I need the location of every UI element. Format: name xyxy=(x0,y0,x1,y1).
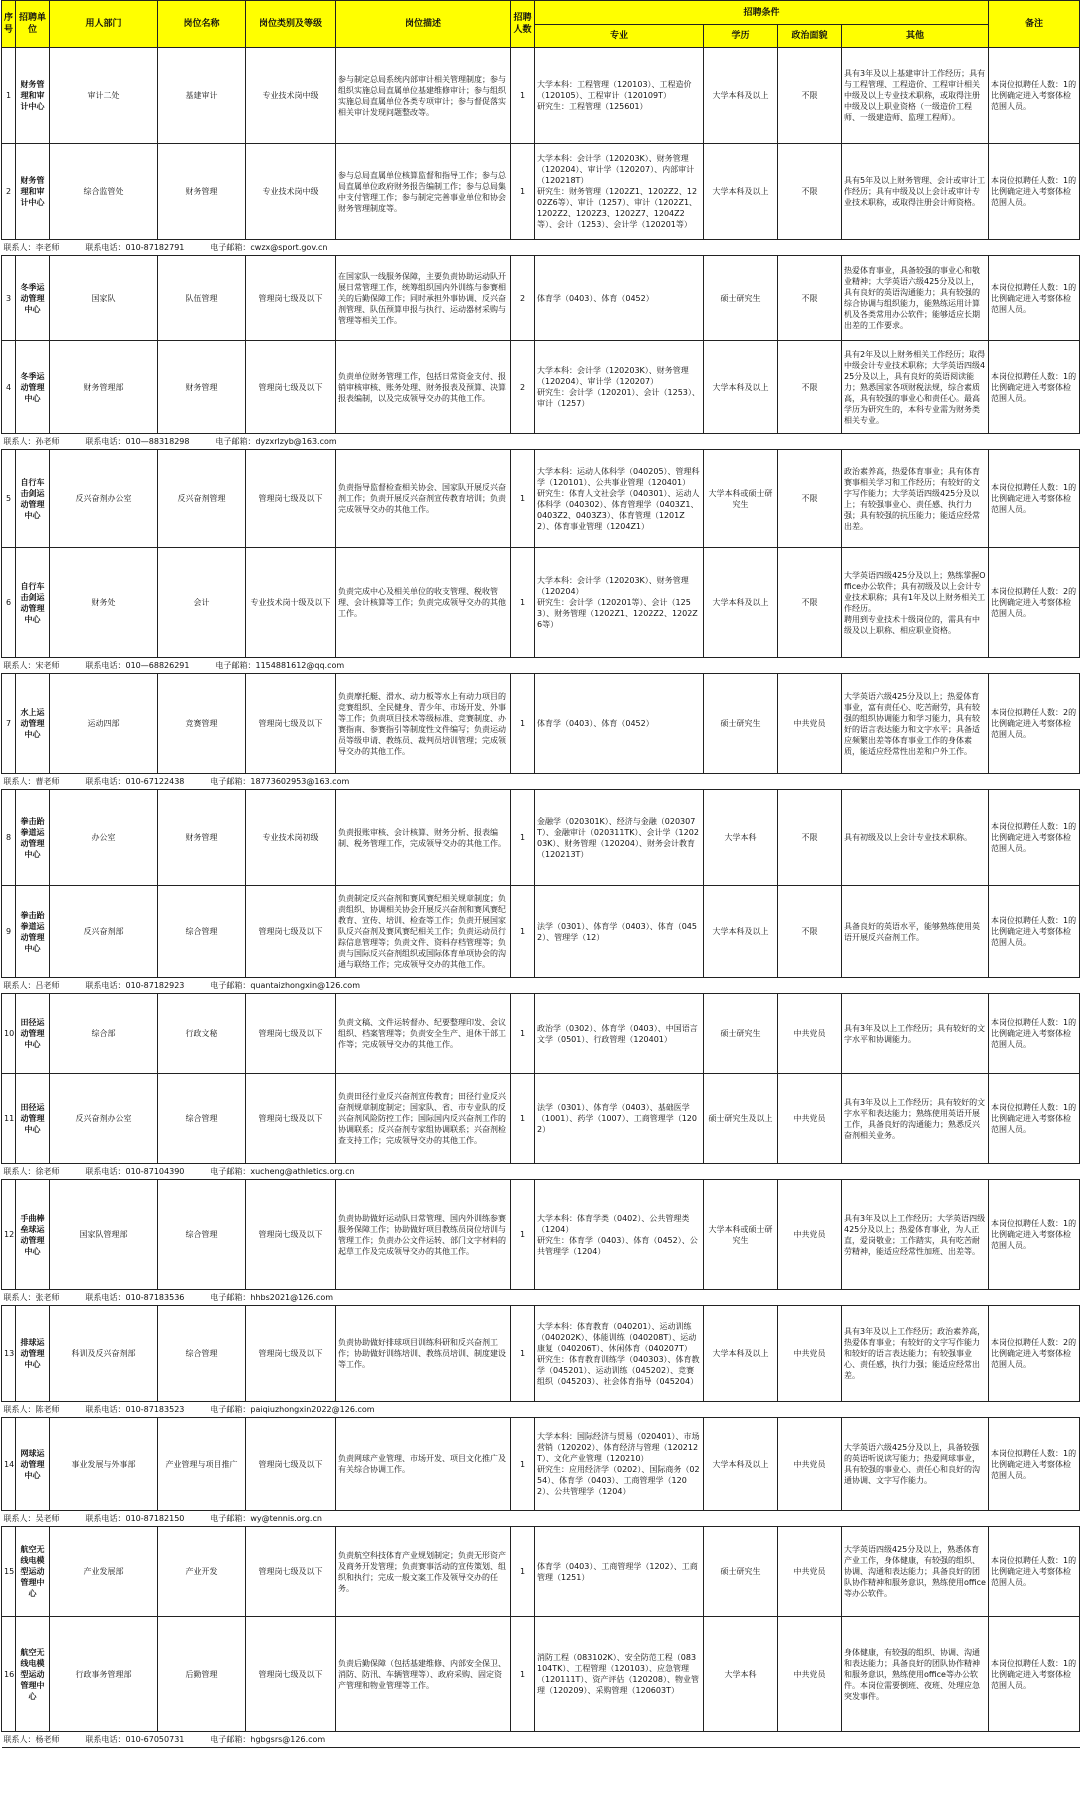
header-education: 学历 xyxy=(704,25,778,48)
department-cell: 反兴奋剂办公室 xyxy=(50,1074,158,1164)
table-header xyxy=(2,1,1080,48)
contact-phone: 联系电话：010-87182791 xyxy=(85,243,185,252)
count-cell: 1 xyxy=(511,886,535,978)
unit-cell: 自行车击剑运动管理中心 xyxy=(16,548,50,658)
description-cell: 负责完成中心及相关单位的收支管理、税收管理、会计核算等工作；负责完成领导交办的其他工作。 xyxy=(336,548,511,658)
education-cell: 大学本科 xyxy=(704,790,778,886)
description-cell: 参与总局直属单位核算监督和指导工作；参与总局直属单位政府财务报告编制工作；参与总局集中支付管理工作；参与制定完善事业单位和协会财务管理制度等。 xyxy=(336,144,511,240)
category-cell: 管理岗七级及以下 xyxy=(246,1074,336,1164)
unit-cell: 拳击跆拳道运动管理中心 xyxy=(16,790,50,886)
remark-cell: 本岗位拟聘任人数：1的比例确定进入考察体检范围人员。 xyxy=(989,144,1080,240)
remark-cell: 本岗位拟聘任人数：1的比例确定进入考察体检范围人员。 xyxy=(989,1617,1080,1732)
contact-phone: 联系电话：010-87183536 xyxy=(85,1293,185,1302)
count-cell: 1 xyxy=(511,1418,535,1511)
politics-cell: 中共党员 xyxy=(778,1180,842,1290)
education-cell: 大学本科及以上 xyxy=(704,886,778,978)
table-row xyxy=(2,1074,1080,1164)
major-cell: 大学本科：工程管理（120103）、工程造价（120105）、工程审计（120109T） 研究生：工程管理（125601） xyxy=(535,48,704,144)
table-row xyxy=(2,1617,1080,1732)
remark-cell: 本岗位拟聘任人数：1的比例确定进入考察体检范围人员。 xyxy=(989,994,1080,1074)
major-cell: 大学本科：会计学（120203K）、财务管理（120204）、审计学（120207）、内部审计（120218T） 研究生：财务管理（1202Z1、1202Z2、1202Z6等）、审计（1257）、审计（1202Z1、1202Z2、1202Z3、1202Z7、1204Z2等）、会计（1253）、会计学（120201等） xyxy=(535,144,704,240)
position-cell: 后勤管理 xyxy=(158,1617,246,1732)
major-cell: 大学本科：国际经济与贸易（020401）、市场营销（120202）、体育经济与管理（120212T）、文化产业管理（120210） 研究生：应用经济学（0202）、国际商务（0254）、体育学（0403）、工商管理学（1202）、公共管理学（1204） xyxy=(535,1418,704,1511)
category-cell: 管理岗七级及以下 xyxy=(246,1527,336,1617)
position-cell: 行政文秘 xyxy=(158,994,246,1074)
education-cell: 大学本科或硕士研究生 xyxy=(704,450,778,548)
unit-cell: 冬季运动管理中心 xyxy=(16,256,50,341)
count-cell: 1 xyxy=(511,790,535,886)
position-cell: 队伍管理 xyxy=(158,256,246,341)
description-cell: 负责文稿、文件运转督办、纪要整理印发、会议组织、档案管理等；负责安全生产、退休干部工作等；完成领导交办的其他工作。 xyxy=(336,994,511,1074)
contact-email: 电子邮箱：hgbgsrs@126.com xyxy=(210,1735,326,1744)
politics-cell: 中共党员 xyxy=(778,1418,842,1511)
contact-person: 联系人：吴老师 xyxy=(3,1514,60,1523)
contact-person: 联系人：李老师 xyxy=(3,243,60,252)
table-row xyxy=(2,674,1080,774)
contact-phone: 联系电话：010—68826291 xyxy=(85,661,190,670)
description-cell: 负责单位财务管理工作，包括日常资金支付、报销审核审核、账务处理、财务报表及预算、决算报表编制，以及完成领导交办的其他工作。 xyxy=(336,341,511,434)
seq-cell: 5 xyxy=(2,450,16,548)
remark-cell: 本岗位拟聘任人数：1的比例确定进入考察体检范围人员。 xyxy=(989,450,1080,548)
major-cell: 大学本科：运动人体科学（040205）、管理科学（120101）、公共事业管理（120401） 研究生：体育人文社会学（040301）、运动人体科学（040302）、体育管理学（0403Z1、0403Z2、0403Z3）、体育管理（1201Z2）、体育事业管理（1204Z1） xyxy=(535,450,704,548)
remark-cell: 本岗位拟聘任人数：1的比例确定进入考察体检范围人员。 xyxy=(989,256,1080,341)
description-cell: 负责协助做好运动队日常管理、国内外训练参赛服务保障工作；协助做好项目教练员岗位培训与管理工作；负责办公文件运转、部门文字材料的起草工作及完成领导交办的其他工作。 xyxy=(336,1180,511,1290)
other-requirements-cell: 具备良好的英语水平，能够熟练使用英语开展反兴奋剂工作。 xyxy=(842,886,989,978)
major-cell: 法学（0301）、体育学（0403）、基础医学（1001）、药学（1007）、工商管理学（1202） xyxy=(535,1074,704,1164)
header-politics: 政治面貌 xyxy=(778,25,842,48)
description-cell: 负责报账审核、会计核算、财务分析、报表编制、税务管理工作，完成领导交办的其他工作。 xyxy=(336,790,511,886)
major-cell: 大学本科：体育学类（0402）、公共管理类（1204） 研究生：体育学（0403）、体育（0452）、公共管理学（1204） xyxy=(535,1180,704,1290)
contact-person: 联系人：孙老师 xyxy=(3,437,60,446)
major-cell: 消防工程（083102K）、安全防范工程（083104TK）、工程管理（120103）、应急管理（120111T）、资产评估（120208）、物业管理（120209）、采购管理（120603T） xyxy=(535,1617,704,1732)
unit-cell: 田径运动管理中心 xyxy=(16,1074,50,1164)
seq-cell: 7 xyxy=(2,674,16,774)
other-requirements-cell: 具有3年及以上工作经历；大学英语四级425分及以上；热爱体育事业，为人正直，爱岗敬业；工作踏实，具有吃苦耐劳精神，能适应经常性加班、出差等。 xyxy=(842,1180,989,1290)
contact-email: 电子邮箱：xucheng@athletics.org.cn xyxy=(210,1167,355,1176)
description-cell: 在国家队一线服务保障，主要负责协助运动队开展日常管理工作，统筹组织国内外训练与参赛相关的后勤保障工作；同时承担外事协调、反兴奋剂管理、队伍预算申报与执行、运动器材采购与管理等相关工作。 xyxy=(336,256,511,341)
table-row xyxy=(2,1527,1080,1617)
contact-email: 电子邮箱：paiqiuzhongxin2022@126.com xyxy=(210,1405,375,1414)
header-remark: 备注 xyxy=(989,1,1080,48)
position-cell: 会计 xyxy=(158,548,246,658)
contact-phone: 联系电话：010-67122438 xyxy=(85,777,185,786)
count-cell: 2 xyxy=(511,256,535,341)
contact-row xyxy=(2,1511,1080,1527)
major-cell: 体育学（0403）、工商管理学（1202）、工商管理（1251） xyxy=(535,1527,704,1617)
category-cell: 管理岗七级及以下 xyxy=(246,1617,336,1732)
other-requirements-cell: 具有3年及以上工作经历；政治素养高，热爱体育事业；有较好的文字写作能力和较好的语言表达能力；有较强事业心、责任感，执行力强；能适应经常出差。 xyxy=(842,1306,989,1402)
education-cell: 硕士研究生 xyxy=(704,256,778,341)
table-row xyxy=(2,144,1080,240)
department-cell: 国家队 xyxy=(50,256,158,341)
contact-cell xyxy=(2,1732,1080,1748)
department-cell: 办公室 xyxy=(50,790,158,886)
table-row xyxy=(2,1418,1080,1511)
category-cell: 专业技术岗中级 xyxy=(246,144,336,240)
seq-cell: 12 xyxy=(2,1180,16,1290)
other-requirements-cell: 热爱体育事业，具备较强的事业心和敬业精神；大学英语六级425分及以上，具有良好的英语沟通能力；具有较强的综合协调与组织能力，能熟练运用计算机及各类常用办公软件；能够适应长期出差的工作要求。 xyxy=(842,256,989,341)
description-cell: 负责摩托艇、滑水、动力板等水上有动力项目的竞赛组织、全民健身、青少年、市场开发、外事等工作；负责项目技术等级标准、竞赛制度、办赛指南、参赛指引等制度性文件编写；负责运动员等级申请、教练员、裁判员培训管理；完成领导交办的其他工作。 xyxy=(336,674,511,774)
count-cell: 1 xyxy=(511,1180,535,1290)
contact-cell xyxy=(2,978,1080,994)
education-cell: 大学本科 xyxy=(704,1617,778,1732)
remark-cell: 本岗位拟聘任人数：1的比例确定进入考察体检范围人员。 xyxy=(989,48,1080,144)
category-cell: 管理岗七级及以下 xyxy=(246,1418,336,1511)
header-unit: 招聘单位 xyxy=(16,1,50,48)
position-cell: 综合管理 xyxy=(158,1074,246,1164)
seq-cell: 2 xyxy=(2,144,16,240)
major-cell: 政治学（0302）、体育学（0403）、中国语言文学（0501）、行政管理（120401） xyxy=(535,994,704,1074)
unit-cell: 水上运动管理中心 xyxy=(16,674,50,774)
unit-cell: 田径运动管理中心 xyxy=(16,994,50,1074)
contact-email: 电子邮箱：quantaizhongxin@126.com xyxy=(210,981,360,990)
contact-cell xyxy=(2,1164,1080,1180)
politics-cell: 中共党员 xyxy=(778,1617,842,1732)
position-cell: 财务管理 xyxy=(158,144,246,240)
count-cell: 1 xyxy=(511,994,535,1074)
remark-cell: 本岗位拟聘任人数：1的比例确定进入考察体检范围人员。 xyxy=(989,1074,1080,1164)
contact-cell xyxy=(2,434,1080,450)
politics-cell: 中共党员 xyxy=(778,1306,842,1402)
major-cell: 大学本科：体育教育（040201）、运动训练（040202K）、体能训练（040208T）、运动康复（040206T）、休闲体育（040207T） 研究生：体育教育训练学（040303）、体育教学（045201）、运动训练（045202）、竞赛组织（045203）、社会体育指导（045204） xyxy=(535,1306,704,1402)
category-cell: 专业技术岗中级 xyxy=(246,48,336,144)
position-cell: 财务管理 xyxy=(158,341,246,434)
unit-cell: 手曲棒垒球运动管理中心 xyxy=(16,1180,50,1290)
other-requirements-cell: 大学英语六级425分及以上，具备较强的英语听说读写能力；热爱网球事业，具有较强的事业心、责任心和良好的沟通协调、文字写作能力。 xyxy=(842,1418,989,1511)
position-cell: 综合管理 xyxy=(158,1180,246,1290)
table-row xyxy=(2,48,1080,144)
category-cell: 专业技术岗十级及以下 xyxy=(246,548,336,658)
contact-person: 联系人：杨老师 xyxy=(3,1735,60,1744)
contact-phone: 联系电话：010-87182150 xyxy=(85,1514,185,1523)
contact-cell xyxy=(2,658,1080,674)
category-cell: 专业技术岗初级 xyxy=(246,790,336,886)
other-requirements-cell: 大学英语四级425分及以上；熟练掌握Office办公软件；具有初级及以上会计专业技术职称；具有1年及以上财务相关工作经历。 聘用到专业技术十级岗位的，需具有中级及以上职称、相应职业资格。 xyxy=(842,548,989,658)
contact-phone: 联系电话：010-87182923 xyxy=(85,981,185,990)
table-row xyxy=(2,450,1080,548)
category-cell: 管理岗七级及以下 xyxy=(246,450,336,548)
remark-cell: 本岗位拟聘任人数：1的比例确定进入考察体检范围人员。 xyxy=(989,1180,1080,1290)
politics-cell: 不限 xyxy=(778,548,842,658)
education-cell: 大学本科及以上 xyxy=(704,1306,778,1402)
seq-cell: 11 xyxy=(2,1074,16,1164)
other-requirements-cell: 身体健康，有较强的组织、协调、沟通和表达能力；具备良好的团队协作精神和服务意识，熟练使用office等办公软件。本岗位需要倒班、夜班、处理应急突发事件。 xyxy=(842,1617,989,1732)
count-cell: 1 xyxy=(511,144,535,240)
contact-person: 联系人：吕老师 xyxy=(3,981,60,990)
seq-cell: 8 xyxy=(2,790,16,886)
position-cell: 基建审计 xyxy=(158,48,246,144)
department-cell: 反兴奋剂办公室 xyxy=(50,450,158,548)
politics-cell: 中共党员 xyxy=(778,1527,842,1617)
other-requirements-cell: 具有3年及以上基建审计工作经历；具有与工程管理、工程造价、工程审计相关中级及以上专业技术职称，或取得注册中级及以上职业资格（一级造价工程师、一级建造师、监理工程师）。 xyxy=(842,48,989,144)
department-cell: 财务管理部 xyxy=(50,341,158,434)
unit-cell: 冬季运动管理中心 xyxy=(16,341,50,434)
education-cell: 硕士研究生 xyxy=(704,994,778,1074)
remark-cell: 本岗位拟聘任人数：1的比例确定进入考察体检范围人员。 xyxy=(989,341,1080,434)
description-cell: 参与制定总局系统内部审计相关管理制度；参与组织实施总局直属单位基建维修审计；参与组织实施总局直属单位各类专项审计；参与督促落实相关审计发现问题整改等。 xyxy=(336,48,511,144)
unit-cell: 财务管理和审计中心 xyxy=(16,48,50,144)
contact-row xyxy=(2,1290,1080,1306)
contact-cell xyxy=(2,1402,1080,1418)
description-cell: 负责制定反兴奋剂和赛风赛纪相关规章制度；负责组织、协调相关协会开展反兴奋剂和赛风赛纪教育、宣传、培训、检查等工作；负责开展国家队反兴奋剂及赛风赛纪相关工作；负责运动员行踪信息管理等；负责文件、资料存档管理等；负责与国际反兴奋剂组织或国际体育单项协会的沟通与联络工作；完成领导交办的其他工作。 xyxy=(336,886,511,978)
politics-cell: 不限 xyxy=(778,886,842,978)
other-requirements-cell: 具有3年及以上工作经历；具有较好的文字水平和协调能力。 xyxy=(842,994,989,1074)
education-cell: 大学本科及以上 xyxy=(704,48,778,144)
seq-cell: 4 xyxy=(2,341,16,434)
description-cell: 负责指导监督检查相关协会、国家队开展反兴奋剂工作；负责开展反兴奋剂宣传教育培训；负责完成领导交办的其他工作。 xyxy=(336,450,511,548)
table-row xyxy=(2,256,1080,341)
remark-cell: 本岗位拟聘任人数：1的比例确定进入考察体检范围人员。 xyxy=(989,790,1080,886)
contact-phone: 联系电话：010-67050731 xyxy=(85,1735,185,1744)
education-cell: 硕士研究生 xyxy=(704,674,778,774)
category-cell: 管理岗七级及以下 xyxy=(246,341,336,434)
contact-person: 联系人：曹老师 xyxy=(3,777,60,786)
seq-cell: 3 xyxy=(2,256,16,341)
remark-cell: 本岗位拟聘任人数：2的比例确定进入考察体检范围人员。 xyxy=(989,674,1080,774)
other-requirements-cell: 具有2年及以上财务相关工作经历；取得中级会计专业技术职称；大学英语四级425分及以上，具有良好的英语阅读能力；熟悉国家各项财税法规，综合素质高，具有较强的事业心和责任心。最高学历为研究生的，本科专业需为财务类相关专业。 xyxy=(842,341,989,434)
category-cell: 管理岗七级及以下 xyxy=(246,1180,336,1290)
count-cell: 1 xyxy=(511,48,535,144)
header-seq: 序号 xyxy=(2,1,16,48)
other-requirements-cell: 具有3年及以上工作经历；具有较好的文字水平和表达能力；熟练使用英语开展工作，具备良好的沟通能力；熟悉反兴奋剂相关业务。 xyxy=(842,1074,989,1164)
education-cell: 大学本科及以上 xyxy=(704,144,778,240)
seq-cell: 10 xyxy=(2,994,16,1074)
politics-cell: 不限 xyxy=(778,144,842,240)
unit-cell: 航空无线电模型运动管理中心 xyxy=(16,1617,50,1732)
contact-cell xyxy=(2,774,1080,790)
table-row xyxy=(2,1180,1080,1290)
seq-cell: 6 xyxy=(2,548,16,658)
count-cell: 1 xyxy=(511,450,535,548)
contact-row xyxy=(2,658,1080,674)
major-cell: 体育学（0403）、体育（0452） xyxy=(535,256,704,341)
education-cell: 大学本科及以上 xyxy=(704,341,778,434)
position-cell: 财务管理 xyxy=(158,790,246,886)
table-row xyxy=(2,1306,1080,1402)
contact-email: 电子邮箱：wy@tennis.org.cn xyxy=(210,1514,322,1523)
contact-row xyxy=(2,1164,1080,1180)
header-category: 岗位类别及等级 xyxy=(246,1,336,48)
header-conditions: 招聘条件 xyxy=(535,1,989,25)
recruitment-table xyxy=(1,0,1080,1748)
other-requirements-cell: 大学英语四级425分及以上，熟悉体育产业工作，身体健康，有较强的组织、协调、沟通和表达能力；具备良好的团队协作精神和服务意识，熟练使用office等办公软件。 xyxy=(842,1527,989,1617)
description-cell: 负责网球产业管理、市场开发、项目文化推广及有关综合协调工作。 xyxy=(336,1418,511,1511)
education-cell: 硕士研究生 xyxy=(704,1527,778,1617)
seq-cell: 15 xyxy=(2,1527,16,1617)
seq-cell: 14 xyxy=(2,1418,16,1511)
contact-row xyxy=(2,774,1080,790)
count-cell: 1 xyxy=(511,674,535,774)
unit-cell: 网球运动管理中心 xyxy=(16,1418,50,1511)
table-row xyxy=(2,886,1080,978)
table-row xyxy=(2,994,1080,1074)
other-requirements-cell: 大学英语六级425分及以上；热爱体育事业，富有责任心、吃苦耐劳，具有较强的组织协调能力和学习能力，具有较好的语言表达能力和文字水平；具备适应频繁出差等体育事业工作的身体素质，能适应经常性出差和户外工作。 xyxy=(842,674,989,774)
politics-cell: 不限 xyxy=(778,48,842,144)
contact-phone: 联系电话：010—88318298 xyxy=(85,437,190,446)
remark-cell: 本岗位拟聘任人数：1的比例确定进入考察体检范围人员。 xyxy=(989,1527,1080,1617)
unit-cell: 排球运动管理中心 xyxy=(16,1306,50,1402)
education-cell: 大学本科及以上 xyxy=(704,1418,778,1511)
position-cell: 综合管理 xyxy=(158,886,246,978)
other-requirements-cell: 具有初级及以上会计专业技术职称。 xyxy=(842,790,989,886)
contact-email: 电子邮箱：cwzx@sport.gov.cn xyxy=(210,243,328,252)
contact-row xyxy=(2,240,1080,256)
category-cell: 管理岗七级及以下 xyxy=(246,256,336,341)
department-cell: 国家队管理部 xyxy=(50,1180,158,1290)
major-cell: 金融学（020301K）、经济与金融（020307T）、金融审计（020311TK）、会计学（120203K）、财务管理（120204）、财务会计教育（120213T） xyxy=(535,790,704,886)
description-cell: 负责后勤保障（包括基建维修、内部安全保卫、消防、防汛、车辆管理等）、政府采购、固定资产管理和物业管理等工作。 xyxy=(336,1617,511,1732)
department-cell: 财务处 xyxy=(50,548,158,658)
contact-email: 电子邮箱：dyzxrlzyb@163.com xyxy=(215,437,337,446)
remark-cell: 本岗位拟聘任人数：2的比例确定进入考察体检范围人员。 xyxy=(989,1306,1080,1402)
politics-cell: 中共党员 xyxy=(778,1074,842,1164)
count-cell: 1 xyxy=(511,1074,535,1164)
major-cell: 体育学（0403）、体育（0452） xyxy=(535,674,704,774)
politics-cell: 中共党员 xyxy=(778,994,842,1074)
header-count: 招聘人数 xyxy=(511,1,535,48)
description-cell: 负责航空科技体育产业规划制定；负责无形资产及商务开发管理；负责赛事活动的宣传策划、组织和执行；完成一般文案工作及领导交办的任务。 xyxy=(336,1527,511,1617)
contact-email: 电子邮箱：18773602953@163.com xyxy=(210,777,350,786)
unit-cell: 自行车击剑运动管理中心 xyxy=(16,450,50,548)
major-cell: 大学本科：会计学（120203K）、财务管理（120204）、审计学（120207） 研究生：会计学（120201）、会计（1253）、审计（1257） xyxy=(535,341,704,434)
count-cell: 1 xyxy=(511,1306,535,1402)
contact-email: 电子邮箱：1154881612@qq.com xyxy=(215,661,345,670)
department-cell: 审计二处 xyxy=(50,48,158,144)
count-cell: 1 xyxy=(511,1527,535,1617)
unit-cell: 财务管理和审计中心 xyxy=(16,144,50,240)
department-cell: 科训及反兴奋剂部 xyxy=(50,1306,158,1402)
table-row xyxy=(2,790,1080,886)
major-cell: 法学（0301）、体育学（0403）、体育（0452）、管理学（12） xyxy=(535,886,704,978)
contact-row xyxy=(2,1402,1080,1418)
position-cell: 综合管理 xyxy=(158,1306,246,1402)
seq-cell: 16 xyxy=(2,1617,16,1732)
other-requirements-cell: 具有5年及以上财务管理、会计或审计工作经历；具有中级及以上会计或审计专业技术职称，或取得注册会计师资格。 xyxy=(842,144,989,240)
description-cell: 负责协助做好排球项目训练科研和反兴奋剂工作；协助做好训练培训、教练员培训、制度建设等工作。 xyxy=(336,1306,511,1402)
contact-cell xyxy=(2,1290,1080,1306)
count-cell: 1 xyxy=(511,548,535,658)
table-row xyxy=(2,548,1080,658)
contact-cell xyxy=(2,240,1080,256)
header-other: 其他 xyxy=(842,25,989,48)
header-dept: 用人部门 xyxy=(50,1,158,48)
remark-cell: 本岗位拟聘任人数：2的比例确定进入考察体检范围人员。 xyxy=(989,548,1080,658)
position-cell: 反兴奋剂管理 xyxy=(158,450,246,548)
remark-cell: 本岗位拟聘任人数：1的比例确定进入考察体检范围人员。 xyxy=(989,886,1080,978)
department-cell: 事业发展与外事部 xyxy=(50,1418,158,1511)
category-cell: 管理岗七级及以下 xyxy=(246,1306,336,1402)
count-cell: 1 xyxy=(511,1617,535,1732)
education-cell: 硕士研究生及以上 xyxy=(704,1074,778,1164)
politics-cell: 不限 xyxy=(778,450,842,548)
department-cell: 综合部 xyxy=(50,994,158,1074)
politics-cell: 中共党员 xyxy=(778,674,842,774)
contact-row xyxy=(2,978,1080,994)
politics-cell: 不限 xyxy=(778,256,842,341)
seq-cell: 9 xyxy=(2,886,16,978)
recruitment-table-sheet xyxy=(1,0,1079,1748)
major-cell: 大学本科：会计学（120203K）、财务管理（120204） 研究生：会计学（120201等）、会计（1253）、财务管理（1202Z1、1202Z2、1202Z6等） xyxy=(535,548,704,658)
category-cell: 管理岗七级及以下 xyxy=(246,886,336,978)
politics-cell: 不限 xyxy=(778,790,842,886)
table-row xyxy=(2,341,1080,434)
seq-cell: 13 xyxy=(2,1306,16,1402)
seq-cell: 1 xyxy=(2,48,16,144)
contact-person: 联系人：张老师 xyxy=(3,1293,60,1302)
contact-row xyxy=(2,1732,1080,1748)
table-body xyxy=(2,48,1080,1748)
other-requirements-cell: 政治素养高，热爱体育事业；具有体育赛事相关学习和工作经历；有较好的文字写作能力；大学英语四级425分及以上；有较强事业心、责任感、执行力强；具有较强的抗压能力；能适应经常出差。 xyxy=(842,450,989,548)
remark-cell: 本岗位拟聘任人数：1的比例确定进入考察体检范围人员。 xyxy=(989,1418,1080,1511)
count-cell: 2 xyxy=(511,341,535,434)
department-cell: 反兴奋剂部 xyxy=(50,886,158,978)
department-cell: 综合监管处 xyxy=(50,144,158,240)
department-cell: 运动四部 xyxy=(50,674,158,774)
category-cell: 管理岗七级及以下 xyxy=(246,994,336,1074)
description-cell: 负责田径行业反兴奋剂宣传教育；田径行业反兴奋剂规章制度制定；国家队、省、市专业队的反兴奋剂风险防控工作；国际国内反兴奋剂工作的协调联系；反兴奋剂专家组协调联系；兴奋剂检查支持工作；完成领导交办的其他工作。 xyxy=(336,1074,511,1164)
contact-row xyxy=(2,434,1080,450)
position-cell: 产业管理与项目推广 xyxy=(158,1418,246,1511)
contact-phone: 联系电话：010-87104390 xyxy=(85,1167,185,1176)
department-cell: 行政事务管理部 xyxy=(50,1617,158,1732)
position-cell: 竞赛管理 xyxy=(158,674,246,774)
category-cell: 管理岗七级及以下 xyxy=(246,674,336,774)
contact-person: 联系人：徐老师 xyxy=(3,1167,60,1176)
unit-cell: 拳击跆拳道运动管理中心 xyxy=(16,886,50,978)
header-major: 专业 xyxy=(535,25,704,48)
contact-email: 电子邮箱：hhbs2021@126.com xyxy=(210,1293,334,1302)
contact-phone: 联系电话：010-87183523 xyxy=(85,1405,185,1414)
education-cell: 大学本科或硕士研究生 xyxy=(704,1180,778,1290)
header-position: 岗位名称 xyxy=(158,1,246,48)
header-desc: 岗位描述 xyxy=(336,1,511,48)
contact-person: 联系人：陈老师 xyxy=(3,1405,60,1414)
contact-cell xyxy=(2,1511,1080,1527)
education-cell: 大学本科及以上 xyxy=(704,548,778,658)
unit-cell: 航空无线电模型运动管理中心 xyxy=(16,1527,50,1617)
contact-person: 联系人：宋老师 xyxy=(3,661,60,670)
politics-cell: 不限 xyxy=(778,341,842,434)
position-cell: 产业开发 xyxy=(158,1527,246,1617)
department-cell: 产业发展部 xyxy=(50,1527,158,1617)
